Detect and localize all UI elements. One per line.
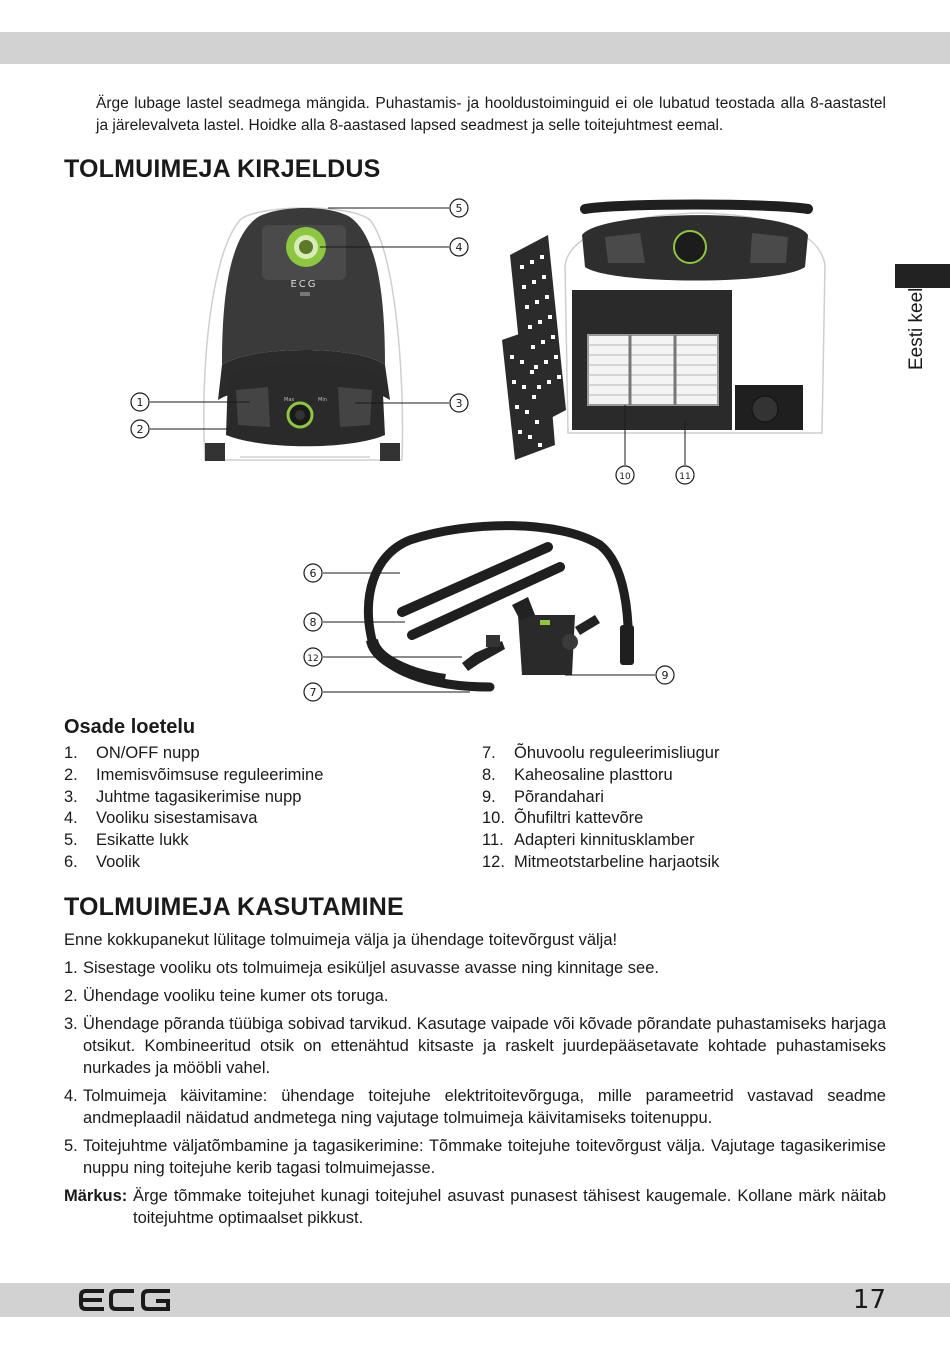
page-number: 17 [852,1285,886,1315]
list-item: 8. Kaheosaline plasttoru [482,765,673,784]
vacuum-front-illustration [204,208,403,461]
list-item: 1. Sisestage vooliku ots tolmuimeja esiküljel asuvasse avasse ning kinnitage see. [64,959,659,977]
callout-3: 3 [455,397,463,410]
parts-list-left [64,743,323,874]
usage-intro: Enne kokkupanekut lülitage tolmuimeja välja ja ühendage toitevõrgust välja! [64,931,618,949]
callout-2: 2 [136,423,144,436]
list-item: 11. Adapteri kinnitusklamber [482,831,695,850]
list-item: 4. Tolmuimeja käivitamine: ühendage toitejuhe elektritoitevõrguga, mille parameetrid vastavad seadme andmeplaadil näidatud andmetega ning vajutage tolmuimeja käivitamiseks toitenuppu. [64,1087,886,1127]
callout-8: 8 [309,616,317,629]
list-item: 10. Õhufiltri kattevõre [482,809,644,828]
callout-5: 5 [455,202,463,215]
callout-12: 12 [307,654,319,664]
ecg-logo [78,1287,174,1313]
list-item: 9. Põrandahari [482,787,604,806]
header-bar [0,32,950,64]
note-block [64,1185,886,1229]
product-figure [0,195,950,710]
knob-max-label: Max [284,397,295,403]
knob-min-label: Min [318,397,327,403]
section-title-usage: TOLMUIMEJA KASUTAMINE [64,893,404,921]
note-text: Ärge tõmmake toitejuhet kunagi toitejuhel asuvast punasest tähisest kaugemale. Kollane märk näitab toitejuhtme optimaalset pikkust. [133,1187,886,1227]
list-item: 4. Vooliku sisestamisava [64,809,258,828]
parts-list-title: Osade loetelu [64,716,196,738]
callout-11: 11 [679,472,691,482]
list-item: 2. Imemisvõimsuse reguleerimine [64,765,324,784]
list-item: 3. Ühendage põranda tüübiga sobivad tarvikud. Kasutage vaipade või kõvade põrandate puhastamiseks harjaga otsikut. Kombineeritud otsik on ettenähtud kitsaste ja raskelt juurdepääsetavate kohtade puhastamiseks nurkades ja mööbli vahel. [64,1015,886,1077]
list-item: 3. Juhtme tagasikerimise nupp [64,787,302,806]
callout-9: 9 [661,669,669,682]
callout-7: 7 [309,686,317,699]
list-item: 2. Ühendage vooliku teine kumer ots toruga. [64,987,389,1005]
section-title-description: TOLMUIMEJA KIRJELDUS [64,155,381,183]
list-item: 5. Toitejuhtme väljatõmbamine ja tagasikerimine: Tõmmake toitejuhe toitevõrgust välja. Vajutage tagasikerimise nuppu ning toitejuhe kerib tagasi tolmuimejasse. [64,1137,886,1177]
callout-10: 10 [619,472,631,482]
usage-steps [64,957,886,1185]
callout-1: 1 [136,396,144,409]
accessories-illustration [368,526,634,687]
device-brand-text: ECG [290,279,318,290]
list-item: 7. Õhuvoolu reguleerimisliugur [482,744,720,762]
intro-paragraph: Ärge lubage lastel seadmega mängida. Puhastamis- ja hooldustoiminguid ei ole lubatud teostada alla 8-aastastel ja järelevalveta lastel. Hoidke alla 8-aastased lapsed seadmest ja selle toitejuhtmest eemal. [96,95,886,134]
list-item: 12. Mitmeotstarbeline harjaotsik [482,852,720,871]
list-item: 6. Voolik [64,852,141,871]
list-item: 5. Esikatte lukk [64,831,189,850]
vacuum-rear-illustration [502,205,825,461]
callout-4: 4 [455,241,463,254]
language-label: Eesti keel [906,287,927,370]
parts-list-right [482,743,719,874]
note-label: Märkus: [64,1187,128,1205]
callout-6: 6 [309,567,317,580]
list-item: 1. ON/OFF nupp [64,744,200,762]
